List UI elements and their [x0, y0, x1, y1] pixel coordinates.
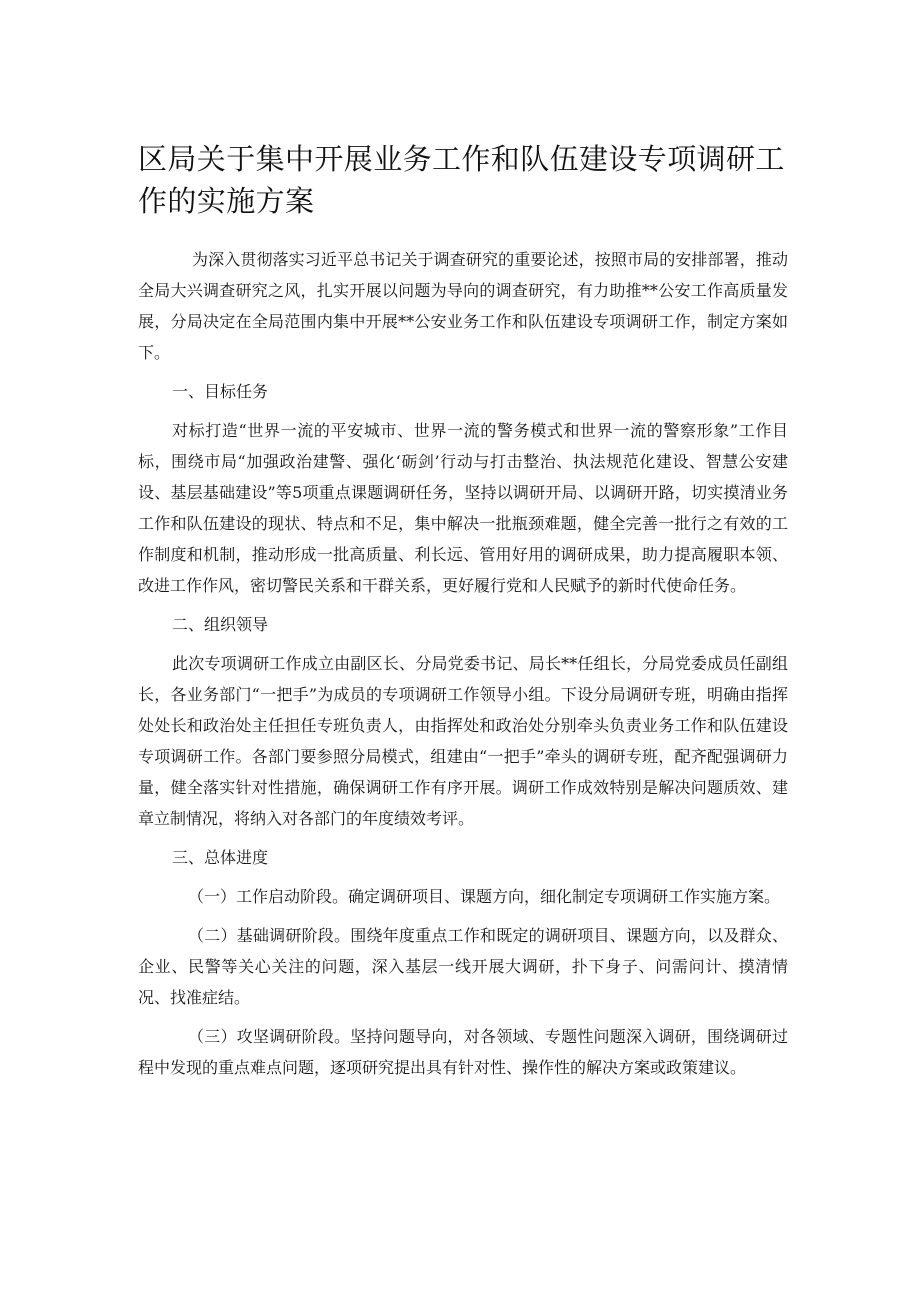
- section-heading-goals: 一、目标任务: [172, 382, 269, 401]
- intro-paragraph: 为深入贯彻落实习近平总书记关于调查研究的重要论述，按照市局的安排部署，推动全局大兴调查研究之风，扎实开展以问题为导向的调查研究，有力助推**公安工作高质量发展，分局决定在全局范围内集中开展**公安业务工作和队伍建设专项调研工作，制定方案如下。: [138, 250, 788, 362]
- document-body: [138, 244, 788, 1091]
- document-title: 区局关于集中开展业务工作和队伍建设专项调研工作的实施方案: [138, 142, 785, 218]
- section-body-leadership: 此次专项调研工作成立由副区长、分局党委书记、局长**任组长，分局党委成员任副组长，各业务部门“一把手”为成员的专项调研工作领导小组。下设分局调研专班，明确由指挥处处长和政治处主任担任专班负责人，由指挥处和政治处分别牵头负责业务工作和队伍建设专项调研工作。各部门要参照分局模式，组建由“一把手”牵头的调研专班，配齐配强调研力量，健全落实针对性措施，确保调研工作有序开展。调研工作成效特别是解决问题质效、建章立制情况，将纳入对各部门的年度绩效考评。: [138, 654, 788, 828]
- section-heading-progress: 三、总体进度: [172, 848, 269, 867]
- stage-basic-research: （二）基础调研阶段。围绕年度重点工作和既定的调研项目、课题方向，以及群众、企业、民警等关心关注的问题，深入基层一线开展大调研，扑下身子、问需问计、摸清情况、找准症结。: [138, 926, 788, 1007]
- stage-startup: （一）工作启动阶段。确定调研项目、课题方向，细化制定专项调研工作实施方案。: [188, 887, 781, 906]
- stage-critical-research: （三）攻坚调研阶段。坚持问题导向，对各领域、专题性问题深入调研，围绕调研过程中发现的重点难点问题，逐项研究提出具有针对性、操作性的解决方案或政策建议。: [138, 1027, 788, 1077]
- section-body-goals: 对标打造“世界一流的平安城市、世界一流的警务模式和世界一流的警察形象”工作目标，围绕市局“加强政治建警、强化‘砺剑’行动与打击整治、执法规范化建设、智慧公安建设、基层基础建设”等5项重点课题调研任务，坚持以调研开局、以调研开路，切实摸清业务工作和队伍建设的现状、特点和不足，集中解决一批瓶颈难题，健全完善一批行之有效的工作制度和机制，推动形成一批高质量、利长远、管用好用的调研成果，助力提高履职本领、改进工作作风，密切警民关系和干群关系，更好履行党和人民赋予的新时代使命任务。: [138, 421, 788, 595]
- section-heading-leadership: 二、组织领导: [172, 615, 269, 634]
